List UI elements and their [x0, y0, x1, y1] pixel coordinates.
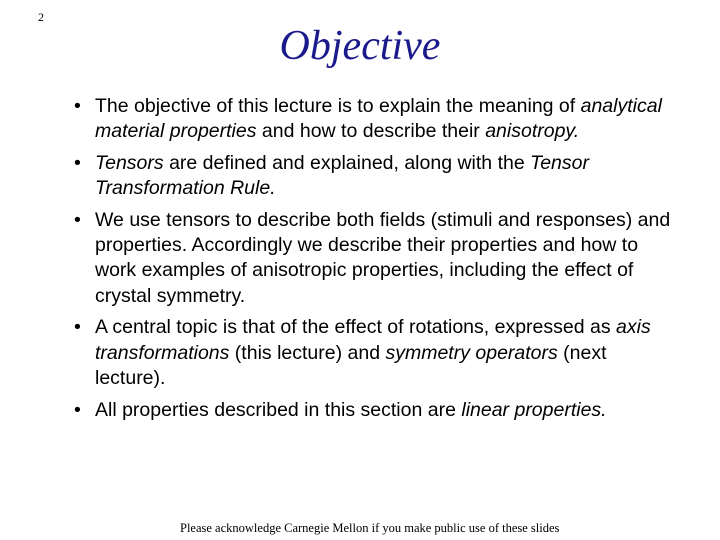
bullet-text-segment: Tensor Transformation Rule.	[95, 152, 589, 200]
page-number: 2	[38, 10, 44, 24]
bullet-item	[74, 208, 674, 309]
bullet-list	[74, 94, 674, 429]
bullet-text-segment: (this lecture) and	[229, 341, 386, 364]
bullet-item	[74, 151, 674, 201]
bullet-text-segment: We use tensors to describe both fields (stimuli and responses) and properties. Accordingly we describe their properties and how to work examples of anisotropic properties, including the effect of crystal symmetry.	[95, 209, 671, 307]
bullet-text-segment: linear properties.	[461, 398, 607, 421]
bullet-text-segment: The objective of this lecture is to explain the meaning of	[95, 95, 581, 117]
bullet-item	[74, 398, 674, 423]
bullet-icon: •	[74, 95, 81, 117]
bullet-text-segment: axis transformations	[95, 316, 651, 364]
bullet-text-segment: are defined and explained, along with the	[163, 152, 531, 174]
bullet-text-segment: symmetry operators	[385, 341, 558, 364]
bullet-icon: •	[74, 152, 81, 174]
bullet-item	[74, 315, 674, 391]
bullet-item	[74, 94, 674, 144]
bullet-icon: •	[74, 316, 81, 339]
bullet-text-segment: All properties described in this section are	[95, 398, 462, 421]
bullet-text-segment: Tensors	[95, 152, 164, 174]
bullet-icon: •	[74, 209, 81, 231]
bullet-text-segment: and how to describe their	[256, 120, 486, 143]
bullet-icon: •	[74, 398, 81, 421]
bullet-text-segment: (next lecture).	[95, 341, 607, 389]
bullet-text-segment: anisotropy.	[485, 120, 580, 143]
slide-title: Objective	[279, 23, 441, 69]
bullet-text-segment: A central topic is that of the effect of rotations, expressed as	[95, 316, 617, 339]
bullet-text-segment: analytical material properties	[95, 95, 662, 143]
footer-note: Please acknowledge Carnegie Mellon if you make public use of these slides	[180, 521, 560, 535]
